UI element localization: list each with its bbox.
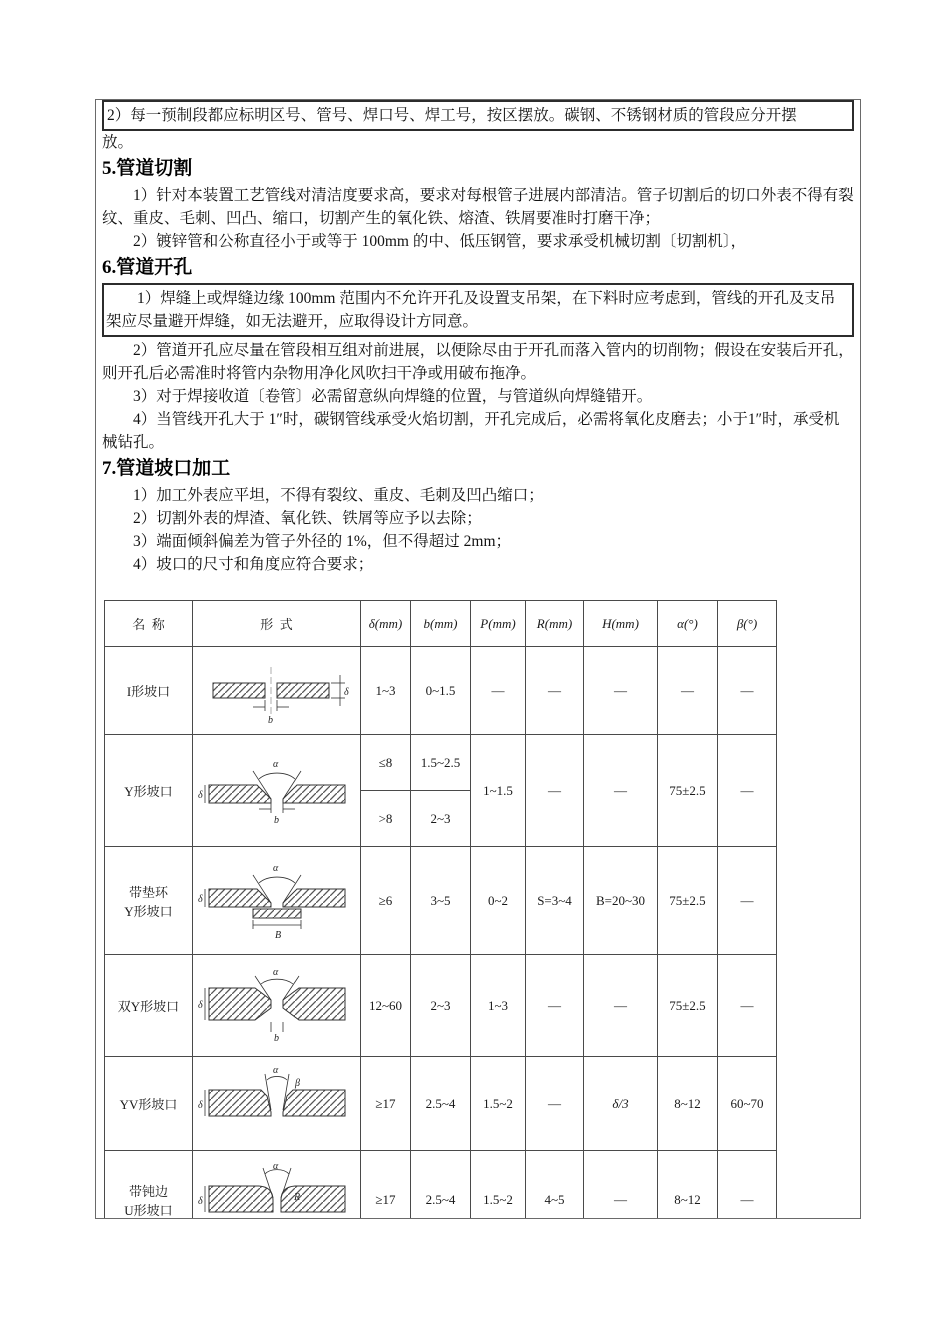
cell-h: δ/3 <box>584 1057 658 1151</box>
label-b: b <box>273 1032 279 1044</box>
row-name: Y形坡口 <box>105 735 193 847</box>
cell-beta: — <box>718 847 777 955</box>
plate-left <box>209 785 271 803</box>
table-row <box>105 647 777 735</box>
paragraph: 3）对于焊接收道〔卷管〕必需留意纵向焊缝的位置，与管道纵向焊缝错开。 <box>133 388 653 405</box>
plate-left <box>213 683 265 698</box>
plate-left <box>209 889 271 907</box>
label-alpha: α <box>272 966 278 978</box>
paragraph: 4）当管线开孔大于 1″时，碳钢管线承受火焰切割，开孔完成后，必需将氧化皮磨去；小于1″时，承受机械钻孔。 <box>102 411 840 451</box>
cell-r: — <box>526 1057 584 1151</box>
cell-p: 1~3 <box>471 955 526 1057</box>
label-R: R <box>293 1191 300 1203</box>
cell-b-1: 1.5~2.5 <box>411 735 471 791</box>
cell-r: 4~5 <box>526 1151 584 1220</box>
row-name: 双Y形坡口 <box>105 955 193 1057</box>
header-p: P(mm) <box>471 601 526 647</box>
cell-r: — <box>526 735 584 847</box>
row-name-line1: 带垫环 <box>128 884 168 900</box>
page-frame <box>95 99 861 1219</box>
cell-alpha: 8~12 <box>658 1057 718 1151</box>
cell-alpha: 75±2.5 <box>658 847 718 955</box>
row-name <box>105 847 193 955</box>
cell-b: 3~5 <box>411 847 471 955</box>
plate-left <box>209 988 271 1020</box>
cell-alpha: — <box>658 647 718 735</box>
cell-delta-2: >8 <box>361 791 411 847</box>
cell-delta: ≥17 <box>361 1057 411 1151</box>
header-h: H(mm) <box>584 601 658 647</box>
diagram-u-groove <box>197 1160 357 1220</box>
cell-p: 1.5~2 <box>471 1151 526 1220</box>
paragraph-continuation: 放。 <box>102 134 134 151</box>
cell-h: — <box>584 735 658 847</box>
table-row <box>105 735 777 791</box>
backing-ring <box>253 909 301 918</box>
cell-delta: 12~60 <box>361 955 411 1057</box>
cell-beta: — <box>718 1151 777 1220</box>
label-delta: δ <box>197 999 203 1011</box>
cell-beta: — <box>718 955 777 1057</box>
boxed-paragraph-weld-clearance: 1）焊缝上或焊缝边缘 100mm 范围内不允许开孔及设置支吊架，在下料时应考虑到，管线的开孔及支吊架应尽量避开焊缝，如无法避开，应取得设计方同意。 <box>102 283 854 337</box>
cell-delta-1: ≤8 <box>361 735 411 791</box>
cell-delta: 1~3 <box>361 647 411 735</box>
table-header-row <box>105 601 777 647</box>
cell-r: S=3~4 <box>526 847 584 955</box>
header-form: 形 式 <box>193 601 361 647</box>
table-row <box>105 1057 777 1151</box>
boxed-paragraph-placement: 2）每一预制段都应标明区号、管号、焊口号、焊工号，按区摆放。碳钢、不锈钢材质的管段应分开摆 <box>102 100 854 131</box>
cell-r: — <box>526 647 584 735</box>
cell-beta: — <box>718 735 777 847</box>
paragraph: 1）加工外表应平坦，不得有裂纹、重皮、毛刺及凹凸缩口； <box>133 487 544 504</box>
paragraph: 2）镀锌管和公称直径小于或等于 100mm 的中、低压钢管，要求承受机械切割〔切割机〕， <box>133 233 747 250</box>
paragraph: 2）管道开孔应尽量在管段相互组对前进展，以便除尽由于开孔而落入管内的切削物；假设在安装后开孔，则开孔后必需准时将管内杂物用净化风吹扫干净或用破布拖净。 <box>102 342 854 382</box>
cell-b: 0~1.5 <box>411 647 471 735</box>
label-beta: β <box>294 1077 300 1089</box>
diagram-double-y-groove <box>197 966 357 1046</box>
cell-h: — <box>584 1151 658 1220</box>
diagram-i-groove <box>197 651 357 731</box>
cell-delta: ≥6 <box>361 847 411 955</box>
row-name-line2: Y形坡口 <box>124 903 173 919</box>
plate-right <box>283 889 345 907</box>
header-beta: β(°) <box>718 601 777 647</box>
groove-table <box>104 600 777 1219</box>
section-heading-bevel: 7.管道坡口加工 <box>102 458 231 479</box>
paragraph: 1）针对本装置工艺管线对清洁度要求高，要求对每根管子进展内部清洁。管子切割后的切口外表不得有裂纹、重皮、毛刺、凹凸、缩口，切割产生的氧化铁、熔渣、铁屑要准时打磨干净； <box>102 187 854 227</box>
plate-right <box>283 785 345 803</box>
label-delta: δ <box>197 789 203 801</box>
row-name: YV形坡口 <box>105 1057 193 1151</box>
label-delta: δ <box>197 1195 203 1207</box>
plate-left <box>209 1090 271 1116</box>
header-alpha: α(°) <box>658 601 718 647</box>
diagram-backing-ring-y-groove <box>197 861 357 941</box>
label-alpha: α <box>272 862 278 874</box>
paragraph: 4）坡口的尺寸和角度应符合要求； <box>133 556 374 573</box>
cell-beta: 60~70 <box>718 1057 777 1151</box>
cell-p: — <box>471 647 526 735</box>
row-name-line2: U形坡口 <box>124 1202 173 1218</box>
plate-right <box>283 1090 345 1116</box>
cell-b-2: 2~3 <box>411 791 471 847</box>
table-row <box>105 847 777 955</box>
label-B: B <box>274 929 281 941</box>
label-b: b <box>273 814 279 826</box>
cell-h: — <box>584 647 658 735</box>
table-row <box>105 955 777 1057</box>
plate-right <box>281 1186 345 1212</box>
section-heading-drilling: 6.管道开孔 <box>102 257 193 278</box>
row-name <box>105 1151 193 1220</box>
label-delta: δ <box>343 686 349 698</box>
section-heading-cutting: 5.管道切割 <box>102 158 193 179</box>
label-alpha: α <box>272 1160 278 1172</box>
cell-b: 2~3 <box>411 955 471 1057</box>
cell-p: 1.5~2 <box>471 1057 526 1151</box>
paragraph: 3）端面倾斜偏差为管子外径的 1%，但不得超过 2mm； <box>133 533 512 550</box>
table-row <box>105 1151 777 1220</box>
label-alpha: α <box>272 1064 278 1076</box>
cell-r: — <box>526 955 584 1057</box>
cell-alpha: 75±2.5 <box>658 955 718 1057</box>
row-name-line1: 带钝边 <box>128 1183 168 1199</box>
plate-right <box>283 988 345 1020</box>
label-alpha: α <box>272 758 278 770</box>
plate-left <box>209 1186 273 1212</box>
header-delta: δ(mm) <box>361 601 411 647</box>
cell-p: 0~2 <box>471 847 526 955</box>
cell-alpha: 8~12 <box>658 1151 718 1220</box>
cell-b: 2.5~4 <box>411 1151 471 1220</box>
cell-h: B=20~30 <box>584 847 658 955</box>
cell-delta: ≥17 <box>361 1151 411 1220</box>
cell-p: 1~1.5 <box>471 735 526 847</box>
header-b: b(mm) <box>411 601 471 647</box>
cell-b: 2.5~4 <box>411 1057 471 1151</box>
cell-beta: — <box>718 647 777 735</box>
diagram-yv-groove <box>197 1064 357 1144</box>
cell-h: — <box>584 955 658 1057</box>
paragraph: 2）切割外表的焊渣、氧化铁、铁屑等应予以去除； <box>133 510 482 527</box>
plate-right <box>277 683 329 698</box>
groove-table-container <box>104 600 854 1219</box>
label-b: b <box>267 714 273 726</box>
row-name: I形坡口 <box>105 647 193 735</box>
diagram-y-groove <box>197 751 357 831</box>
label-delta: δ <box>197 1099 203 1111</box>
cell-alpha: 75±2.5 <box>658 735 718 847</box>
header-name: 名 称 <box>105 601 193 647</box>
label-delta: δ <box>197 893 203 905</box>
header-r: R(mm) <box>526 601 584 647</box>
